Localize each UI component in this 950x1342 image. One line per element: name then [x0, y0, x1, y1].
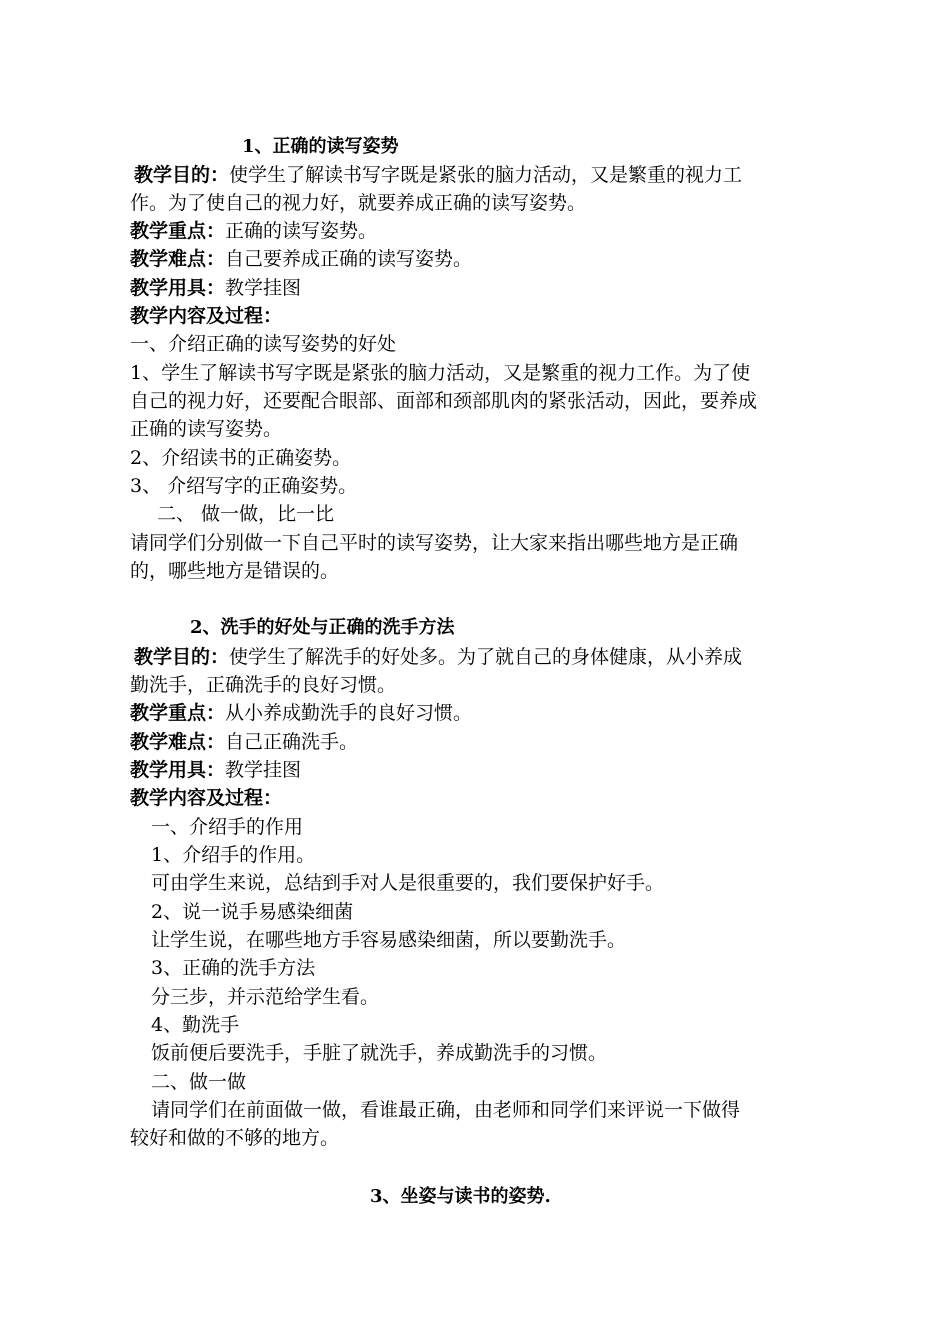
section-2-tools-label: 教学用具：	[130, 759, 226, 781]
section-2-line: 3、正确的洗手方法	[151, 957, 316, 979]
section-2-goal-text: 使学生了解洗手的好处多。为了就自己的身体健康，从小养成	[229, 646, 743, 668]
section-2-key-text: 从小养成勤洗手的良好习惯。	[225, 702, 473, 724]
section-2-diff-label: 教学难点：	[130, 731, 226, 753]
section-1-key-text: 正确的读写姿势。	[225, 220, 378, 242]
section-1-difficulty	[130, 245, 472, 273]
section-2-line: 让学生说，在哪些地方手容易感染细菌，所以要勤洗手。	[151, 929, 627, 951]
section-1-line: 一、介绍正确的读写姿势的好处	[130, 333, 397, 355]
section-1-tools	[130, 274, 301, 302]
section-2-diff-text: 自己正确洗手。	[225, 731, 359, 753]
section-2-key	[130, 699, 472, 727]
section-1-line: 正确的读写姿势。	[130, 418, 283, 440]
section-2-line: 2、说一说手易感染细菌	[151, 901, 354, 923]
section-1-diff-label: 教学难点：	[130, 248, 226, 270]
section-2-goal-label: 教学目的：	[134, 646, 230, 668]
section-2-tools	[130, 756, 301, 784]
section-2-line: 饭前便后要洗手，手脏了就洗手，养成勤洗手的习惯。	[151, 1042, 608, 1064]
section-1-goal	[134, 161, 742, 189]
section-2-line: 1、介绍手的作用。	[151, 844, 316, 866]
section-2-title: 2、洗手的好处与正确的洗手方法	[190, 617, 455, 638]
section-1-process-label: 教学内容及过程：	[130, 305, 283, 327]
section-1-line: 3、 介绍写字的正确姿势。	[130, 475, 358, 497]
section-1-tools-text: 教学挂图	[225, 277, 302, 299]
section-2-line: 一、介绍手的作用	[151, 816, 304, 838]
section-3-title: 3、坐姿与读书的姿势.	[370, 1186, 551, 1207]
section-2-line: 分三步，并示范给学生看。	[151, 986, 380, 1008]
section-2-goal	[134, 643, 742, 671]
section-1-goal-cont: 作。为了使自己的视力好，就要养成正确的读写姿势。	[130, 192, 587, 214]
section-1-line: 二、 做一做，比一比	[157, 503, 335, 525]
section-2-line: 可由学生来说，总结到手对人是很重要的，我们要保护好手。	[151, 872, 665, 894]
section-1-key	[130, 217, 377, 245]
section-1-diff-text: 自己要养成正确的读写姿势。	[225, 248, 473, 270]
section-1-line: 的，哪些地方是错误的。	[130, 560, 340, 582]
section-2-line: 4、勤洗手	[151, 1014, 240, 1036]
section-1-line: 自己的视力好，还要配合眼部、面部和颈部肌肉的紧张活动，因此，要养成	[130, 390, 758, 412]
section-2-key-label: 教学重点：	[130, 702, 226, 724]
section-1-tools-label: 教学用具：	[130, 277, 226, 299]
section-2-process-label: 教学内容及过程：	[130, 787, 283, 809]
section-1-goal-label: 教学目的：	[134, 164, 230, 186]
section-2-goal-cont: 勤洗手，正确洗手的良好习惯。	[130, 674, 397, 696]
section-1-key-label: 教学重点：	[130, 220, 226, 242]
section-1-goal-text: 使学生了解读书写字既是紧张的脑力活动，又是繁重的视力工	[229, 164, 743, 186]
section-2-line: 请同学们在前面做一做，看谁最正确，由老师和同学们来评说一下做得	[151, 1099, 741, 1121]
section-1-line: 1、学生了解读书写字既是紧张的脑力活动，又是繁重的视力工作。为了使	[130, 362, 751, 384]
section-2-line: 二、做一做	[151, 1071, 247, 1093]
section-2-tools-text: 教学挂图	[225, 759, 302, 781]
section-1-title: 1、正确的读写姿势	[242, 136, 399, 157]
section-2-difficulty	[130, 728, 358, 756]
section-1-line: 2、介绍读书的正确姿势。	[130, 447, 352, 469]
section-2-line: 较好和做的不够的地方。	[130, 1127, 340, 1149]
section-1-line: 请同学们分别做一下自己平时的读写姿势，让大家来指出哪些地方是正确	[130, 532, 739, 554]
